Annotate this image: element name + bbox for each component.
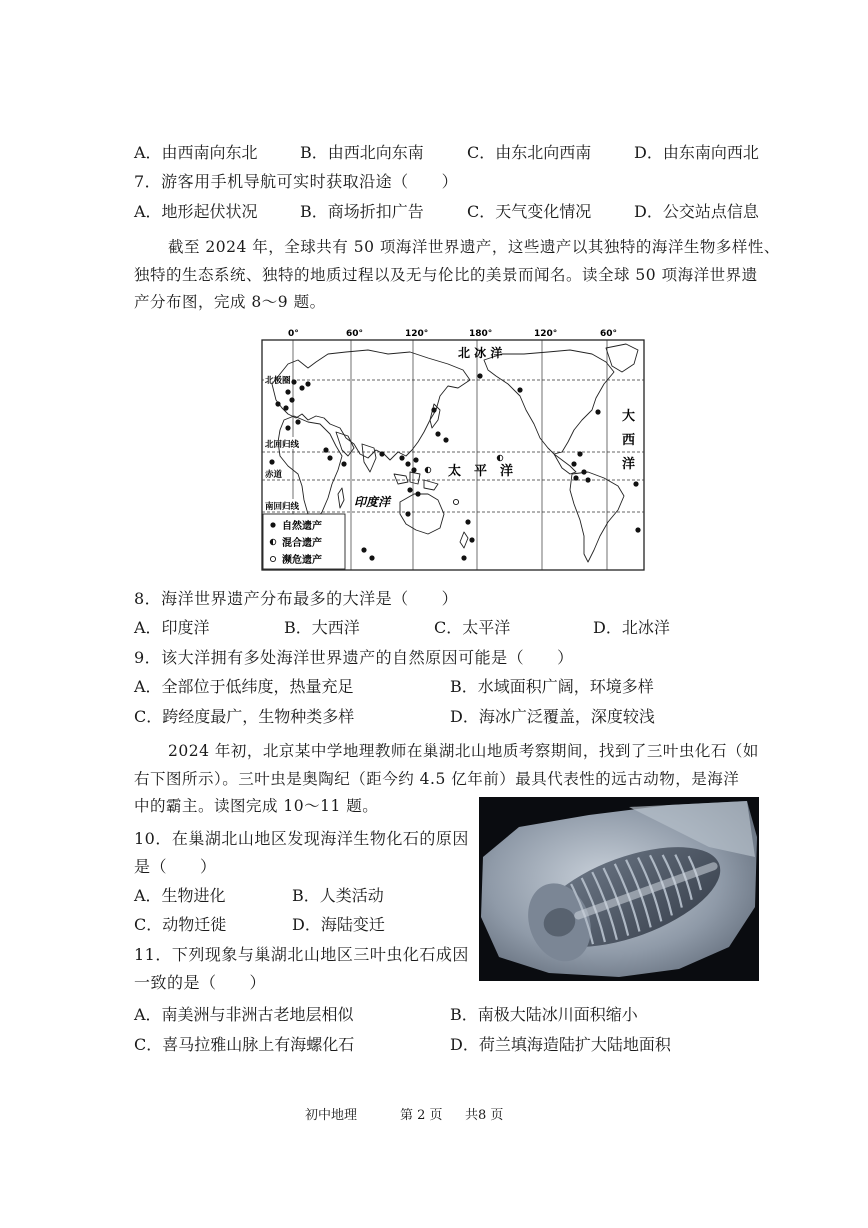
q6-option-b: B．由西北向东南 (300, 143, 424, 162)
legend-endangered-label: 濒危遗产 (282, 555, 322, 566)
q6-option-c: C．由东北向西南 (467, 143, 592, 162)
ocean-label-indian: 印度洋 (354, 495, 391, 509)
site-marker (341, 461, 346, 466)
site-marker (275, 401, 280, 406)
passage2-line-2: 右下图所示）。三叶虫是奥陶纪（距今约 4.5 亿年前）最具代表性的远古动物，是海洋 (134, 770, 740, 788)
q11-option-a: A．南美洲与非洲古老地层相似 (134, 1005, 354, 1024)
site-marker (431, 407, 436, 412)
site-marker (595, 409, 600, 414)
site-marker (399, 455, 404, 460)
lon-label-120w: 120° (534, 329, 558, 339)
legend-endangered-symbol (270, 556, 275, 561)
q11-option-d: D．荷兰填海造陆扩大陆地面积 (450, 1035, 671, 1054)
site-marker (407, 487, 412, 492)
q7-option-b: B．商场折扣广告 (300, 202, 424, 221)
site-marker (581, 469, 586, 474)
site-marker (285, 425, 290, 430)
q9-stem: 9．该大洋拥有多处海洋世界遗产的自然原因可能是（ ） (134, 648, 574, 667)
q11-option-c: C．喜马拉雅山脉上有海螺化石 (134, 1035, 355, 1054)
lat-label-arctic-circle: 北极圈 (265, 376, 291, 386)
q10-stem-line-1: 10．在巢湖北山地区发现海洋生物化石的原因 (134, 829, 469, 848)
passage1-line-1: 截至 2024 年，全球共有 50 项海洋世界遗产，这些遗产以其独特的海洋生物多样性、 (168, 238, 780, 256)
ocean-label-arctic: 北 冰 洋 (458, 346, 503, 360)
site-marker (461, 555, 466, 560)
site-marker (323, 447, 328, 452)
ocean-label-atlantic-2: 西 (622, 433, 636, 448)
q9-option-d: D．海冰广泛覆盖，深度较浅 (450, 707, 655, 726)
site-marker (465, 519, 470, 524)
site-marker (517, 387, 522, 392)
q8-option-b: B．大西洋 (284, 618, 360, 637)
q8-option-c: C．太平洋 (434, 618, 511, 637)
passage1-line-3: 产分布图，完成 8～9 题。 (134, 293, 326, 311)
site-marker (289, 397, 294, 402)
site-marker (577, 451, 582, 456)
site-marker (413, 457, 418, 462)
site-marker (295, 419, 300, 424)
lat-label-tropic-cancer: 北回归线 (265, 440, 300, 450)
passage1-line-2: 独特的生态系统、独特的地质过程以及无与伦比的美景而闻名。读全球 50 项海洋世界遗 (134, 266, 758, 284)
site-marker (443, 437, 448, 442)
q9-option-b: B．水域面积广阔，环境多样 (450, 677, 654, 696)
q9-option-a: A．全部位于低纬度，热量充足 (134, 677, 354, 696)
site-marker (299, 385, 304, 390)
footer-subject: 初中地理 (305, 1108, 358, 1123)
site-marker-endangered (453, 499, 458, 504)
ocean-label-pacific: 太 平 洋 (448, 464, 514, 479)
ocean-label-atlantic-1: 大 (622, 409, 636, 424)
lon-label-120e: 120° (405, 329, 429, 339)
site-marker (411, 467, 416, 472)
site-marker (285, 389, 290, 394)
q10-option-d: D．海陆变迁 (292, 915, 385, 934)
passage2-line-1: 2024 年初，北京某中学地理教师在巢湖北山地质考察期间，找到了三叶虫化石（如 (168, 742, 759, 760)
site-marker (327, 455, 332, 460)
q7-option-d: D．公交站点信息 (634, 202, 759, 221)
map-legend (263, 514, 345, 569)
site-marker (379, 451, 384, 456)
site-marker (405, 461, 410, 466)
site-marker (269, 459, 274, 464)
legend-natural-label: 自然遗产 (282, 521, 322, 532)
q10-option-b: B．人类活动 (292, 886, 384, 905)
site-marker (291, 379, 296, 384)
site-marker (283, 405, 288, 410)
footer-total-pages: 共8 页 (465, 1108, 504, 1123)
q8-option-d: D．北冰洋 (593, 618, 670, 637)
q7-option-c: C．天气变化情况 (467, 202, 592, 221)
legend-natural-symbol (270, 522, 275, 527)
q8-option-a: A．印度洋 (134, 618, 210, 637)
lat-label-tropic-capricorn: 南回归线 (265, 502, 300, 512)
ocean-label-atlantic-3: 洋 (622, 457, 636, 472)
site-marker (435, 431, 440, 436)
q11-option-b: B．南极大陆冰川面积缩小 (450, 1005, 638, 1024)
trilobite-fossil-photo (479, 797, 759, 981)
q7-stem: 7．游客用手机导航可实时获取沿途（ ） (134, 172, 459, 191)
q7-option-a: A．地形起伏状况 (134, 202, 258, 221)
q9-option-c: C．跨经度最广，生物种类多样 (134, 707, 355, 726)
site-marker (305, 381, 310, 386)
q10-option-c: C．动物迁徙 (134, 915, 227, 934)
legend-mixed-label: 混合遗产 (282, 538, 322, 549)
site-marker (405, 511, 410, 516)
q11-stem-line-2: 一致的是（ ） (134, 973, 267, 992)
site-marker (585, 477, 590, 482)
footer-page-number: 第 2 页 (400, 1108, 443, 1123)
lon-label-60e: 60° (346, 329, 364, 339)
q8-stem: 8．海洋世界遗产分布最多的大洋是（ ） (134, 589, 459, 608)
q10-stem-line-2: 是（ ） (134, 857, 217, 876)
q11-stem-line-1: 11．下列现象与巢湖北山地区三叶虫化石成因 (134, 945, 469, 964)
site-marker (369, 555, 374, 560)
lon-label-60w: 60° (600, 329, 618, 339)
lon-label-0: 0° (288, 329, 299, 339)
world-marine-heritage-map (258, 324, 646, 572)
passage2-line-3: 中的霸主。读图完成 10～11 题。 (134, 797, 379, 815)
lat-label-equator: 赤道 (265, 470, 283, 480)
site-marker (361, 547, 366, 552)
q6-option-d: D．由东南向西北 (634, 143, 759, 162)
site-marker (415, 491, 420, 496)
q6-option-a: A．由西南向东北 (134, 143, 258, 162)
site-marker (573, 475, 578, 480)
site-marker (477, 373, 482, 378)
site-marker (571, 461, 576, 466)
lon-label-180: 180° (469, 329, 493, 339)
site-marker (633, 481, 638, 486)
site-marker (469, 537, 474, 542)
q10-option-a: A．生物进化 (134, 886, 226, 905)
site-marker (635, 527, 640, 532)
